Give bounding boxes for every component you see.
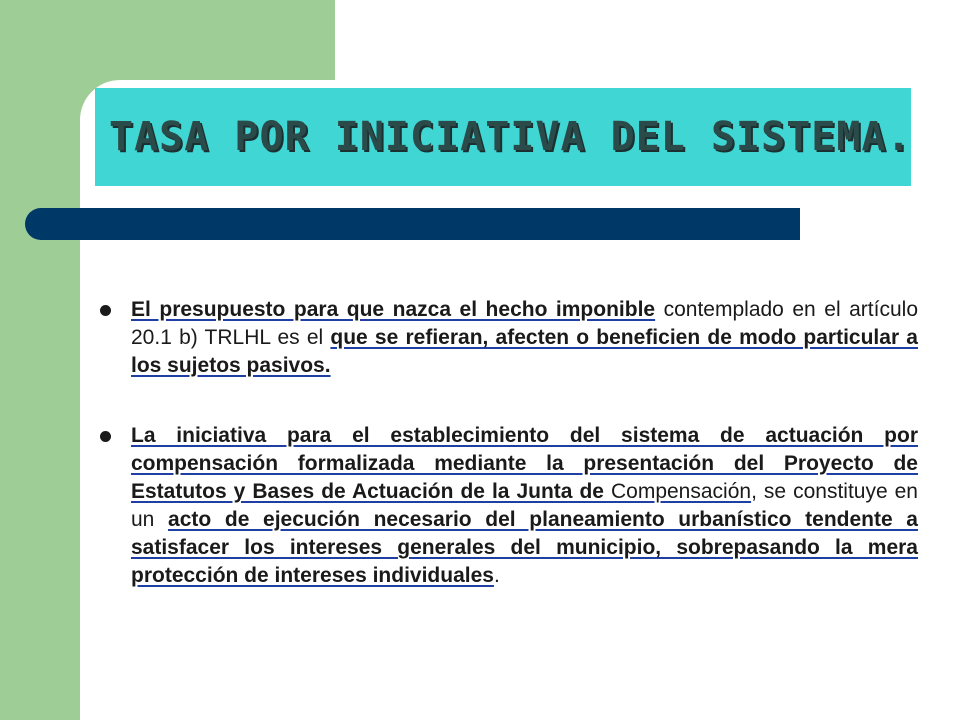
bullet-2-part-4: acto de ejecución necesario del planeamiento urbanístico tendente a satisfacer los intereses generales del municipio, sobrepasando la mera protección de intereses individuales	[131, 508, 918, 587]
bullet-item-1	[100, 296, 918, 380]
bullet-1-part-2: contemplado en el artículo 20.1 b) TRLHL es el	[131, 298, 918, 349]
bullet-2-part-1: La iniciativa para el establecimiento del sistema de actuación por compensación formalizada mediante la presentación del Proyecto de Estatutos y Bases de Actuación de la Junta de	[131, 424, 918, 503]
bullet-dot-icon	[100, 431, 111, 442]
bullet-2-part-5: .	[493, 564, 500, 587]
title-box	[95, 88, 911, 186]
bullet-item-2	[100, 422, 918, 590]
bullet-2-part-3: , se constituye en un	[131, 480, 918, 531]
bullet-1-part-1: El presupuesto para que nazca el hecho imponible	[131, 298, 656, 321]
bullet-1-part-3: que se refieran, afecten o beneficien de modo particular a los sujetos pasivos.	[131, 326, 918, 377]
bullet-2-part-2: Compensación	[610, 480, 752, 503]
slide-title: TASA POR INICIATIVA DEL SISTEMA.	[109, 114, 912, 160]
slide-content	[100, 296, 918, 632]
bullet-dot-icon	[100, 305, 111, 316]
divider-bar	[25, 208, 800, 240]
